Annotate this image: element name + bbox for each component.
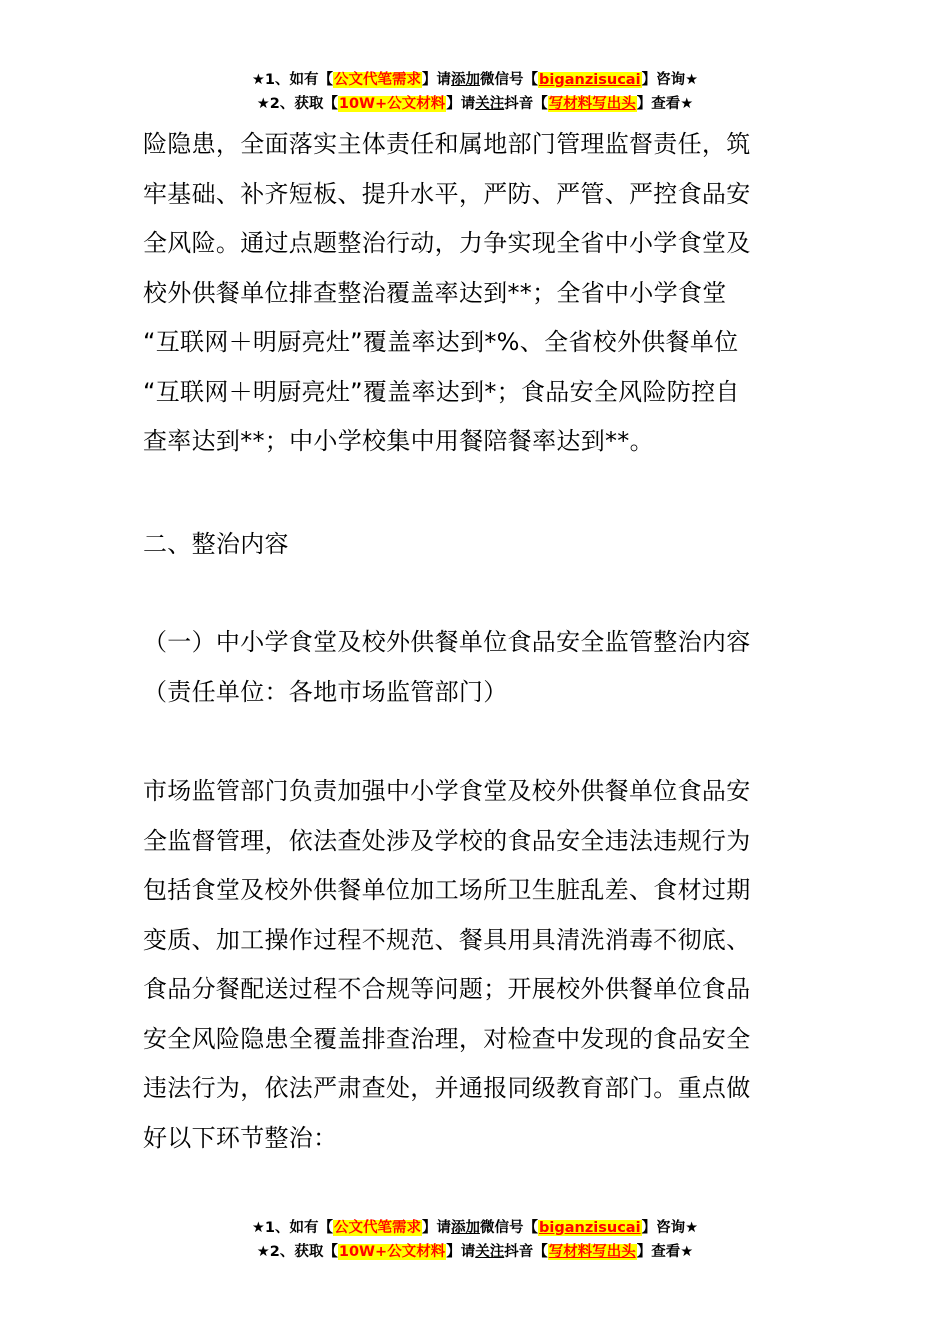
- promo-text: 微信号【: [480, 72, 539, 88]
- promo-text: 】请: [446, 96, 476, 112]
- bottom-promo-banner: [0, 1216, 950, 1264]
- highlight-wechat-id: biganzisucai: [539, 1220, 641, 1236]
- promo-line-1: [0, 68, 950, 92]
- section-heading: 二、整治内容: [143, 530, 289, 558]
- promo-line-2: [0, 1240, 950, 1264]
- promo-text: ★1、如有【: [251, 1220, 334, 1236]
- highlight-materials: 10W+公文材料: [338, 96, 446, 112]
- paragraph-supervision: 市场监管部门负责加强中小学食堂及校外供餐单位食品安 全监督管理，依法查处涉及学校的食品安全违法违规行为 包括食堂及校外供餐单位加工场所卫生脏乱差、食材过期 变质、加工操作过程不规范、餐具用具清洗消毒不彻底、 食品分餐配送过程不合规等问题；开展校外供餐单位食品 安全风险隐患全覆盖排查治理，对检查中发现的食品安全 违法行为，依法严肃查处，并通报同级教育部门。重点做 好以下环节整治：: [143, 777, 751, 1152]
- promo-emphasis: 关注: [475, 1244, 505, 1260]
- highlight-douyin-id: 写材料写出头: [548, 1244, 636, 1260]
- promo-emphasis: 添加: [451, 72, 481, 88]
- promo-text: 】查看★: [636, 1244, 694, 1260]
- promo-text: 】查看★: [636, 96, 694, 112]
- promo-text: ★2、获取【: [256, 96, 338, 112]
- highlight-service: 公文代笔需求: [334, 72, 422, 88]
- promo-line-2: [0, 92, 950, 116]
- promo-text: 】咨询★: [641, 72, 699, 88]
- subsection-heading: （一）中小学食堂及校外供餐单位食品安全监管整治内容 （责任单位：各地市场监管部门）: [143, 628, 751, 706]
- promo-text: 】请: [446, 1244, 476, 1260]
- promo-text: 】请: [422, 1220, 452, 1236]
- highlight-service: 公文代笔需求: [334, 1220, 422, 1236]
- promo-emphasis: 添加: [451, 1220, 481, 1236]
- promo-text: ★2、获取【: [256, 1244, 338, 1260]
- highlight-wechat-id: biganzisucai: [539, 72, 641, 88]
- promo-emphasis: 关注: [475, 96, 505, 112]
- paragraph-goals: 险隐患，全面落实主体责任和属地部门管理监督责任，筑 牢基础、补齐短板、提升水平，严防、严管、严控食品安 全风险。通过点题整治行动，力争实现全省中小学食堂及 校外供餐单位排查整治覆盖率达到**；全省中小学食堂 “互联网＋明厨亮灶”覆盖率达到*%、全省校外供餐单位 “互联网＋明厨亮灶”覆盖率达到*；食品安全风险防控自 查率达到**；中小学校集中用餐陪餐率达到**。: [143, 130, 751, 455]
- highlight-douyin-id: 写材料写出头: [548, 96, 636, 112]
- promo-text: 】请: [422, 72, 452, 88]
- promo-line-1: [0, 1216, 950, 1240]
- promo-text: 抖音【: [504, 1244, 548, 1260]
- promo-text: 抖音【: [504, 96, 548, 112]
- top-promo-banner: [0, 68, 950, 116]
- promo-text: ★1、如有【: [251, 72, 334, 88]
- promo-text: 微信号【: [480, 1220, 539, 1236]
- promo-text: 】咨询★: [641, 1220, 699, 1236]
- highlight-materials: 10W+公文材料: [338, 1244, 446, 1260]
